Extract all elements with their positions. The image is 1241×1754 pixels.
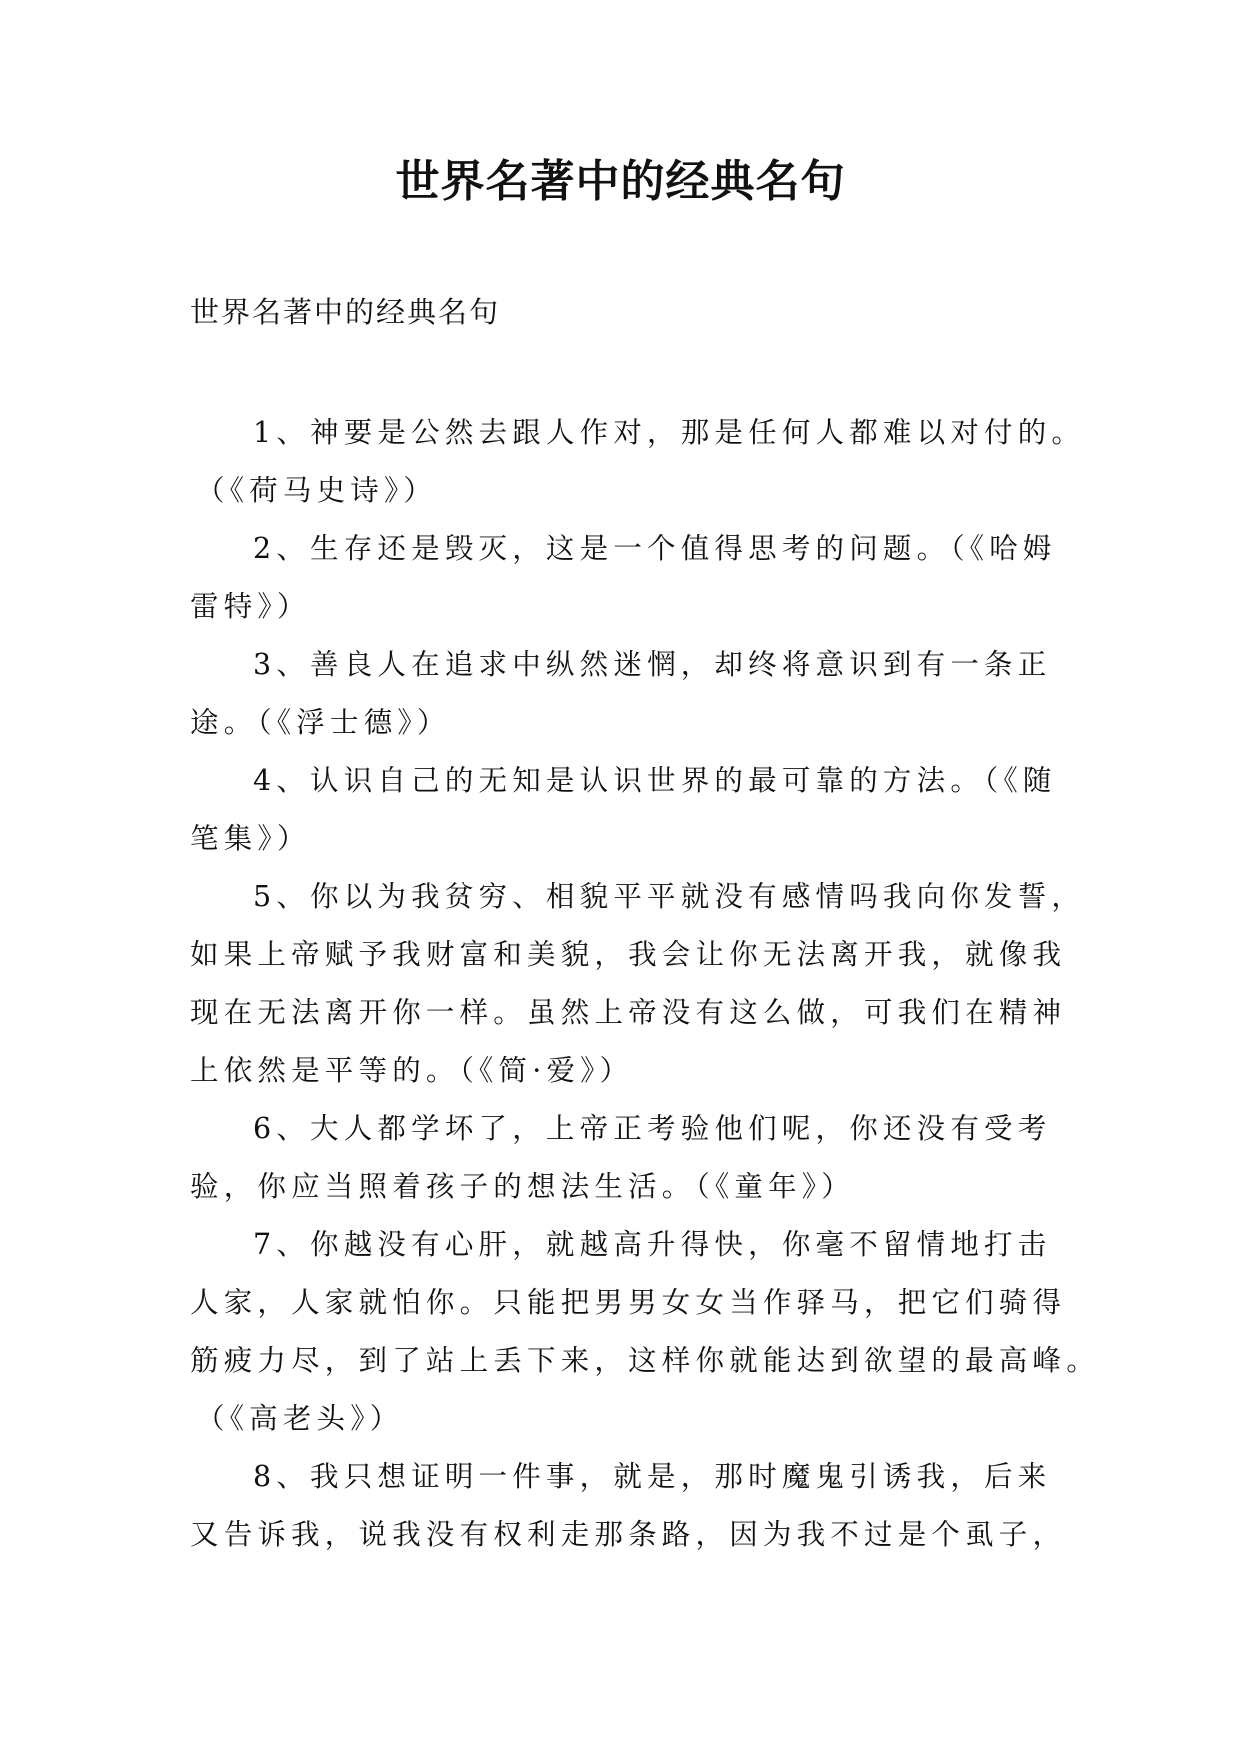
text-line: 4、认识自己的无知是认识世界的最可靠的方法。（《随 xyxy=(253,764,1057,797)
text-line: 现在无法离开你一样。虽然上帝没有这么做，可我们在精神 xyxy=(190,996,1067,1029)
text-line: 雷特》） xyxy=(190,590,311,623)
document-body xyxy=(190,404,1100,1564)
text-line: （《荷马史诗》） xyxy=(196,474,438,507)
page-title: 世界名著中的经典名句 xyxy=(395,156,846,207)
document-subtitle: 世界名著中的经典名句 xyxy=(190,295,501,329)
text-line: 3、善良人在追求中纵然迷惘，却终将意识到有一条正 xyxy=(253,648,1052,681)
text-line: 验，你应当照着孩子的想法生活。（《童年》） xyxy=(190,1170,855,1203)
text-line: 又告诉我，说我没有权利走那条路，因为我不过是个虱子， xyxy=(190,1518,1067,1551)
text-line: 6、大人都学坏了，上帝正考验他们呢，你还没有受考 xyxy=(253,1112,1052,1145)
text-line: 上依然是平等的。（《简·爱》） xyxy=(190,1054,634,1087)
text-line: 人家，人家就怕你。只能把男男女女当作驿马，把它们骑得 xyxy=(190,1286,1067,1319)
text-line: 筋疲力尽，到了站上丢下来，这样你就能达到欲望的最高峰。 xyxy=(190,1344,1100,1377)
text-line: 2、生存还是毁灭，这是一个值得思考的问题。（《哈姆 xyxy=(253,532,1057,565)
text-line: 1、神要是公然去跟人作对，那是任何人都难以对付的。 xyxy=(253,416,1086,449)
text-line: （《高老头》） xyxy=(196,1402,404,1435)
text-line: 5、你以为我贫穷、相貌平平就没有感情吗我向你发誓， xyxy=(253,880,1086,913)
text-line: 如果上帝赋予我财富和美貌，我会让你无法离开我，就像我 xyxy=(190,938,1067,971)
text-line: 8、我只想证明一件事，就是，那时魔鬼引诱我，后来 xyxy=(253,1460,1052,1493)
text-line: 途。（《浮士德》） xyxy=(190,706,451,739)
text-line: 7、你越没有心肝，就越高升得快，你毫不留情地打击 xyxy=(253,1228,1052,1261)
text-line: 笔集》） xyxy=(190,822,311,855)
